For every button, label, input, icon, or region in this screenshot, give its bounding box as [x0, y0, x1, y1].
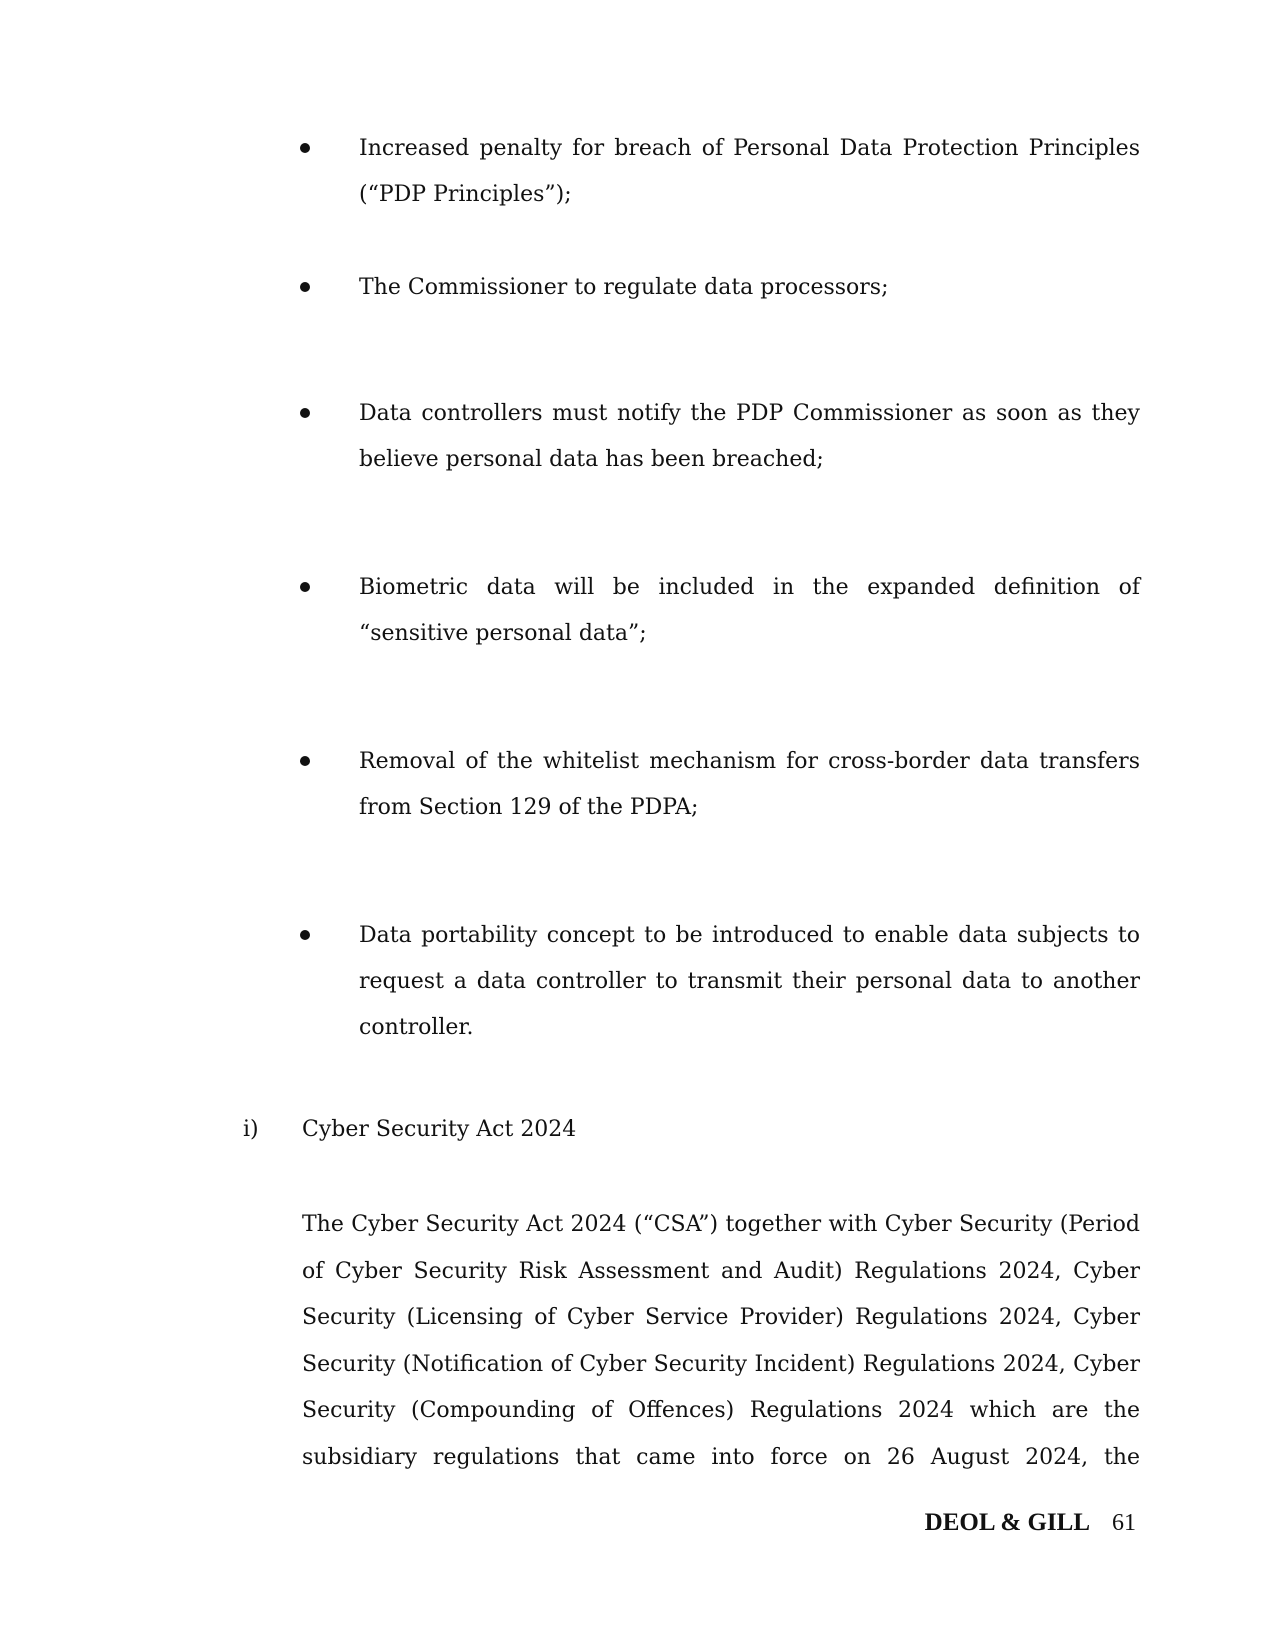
bullet-text: Increased penalty for breach of Personal Data Protection Principles (“PDP Principles”); [359, 136, 1140, 207]
bullet-icon [300, 756, 310, 766]
footer-brand: DEOL & GILL [924, 1509, 1090, 1536]
bullet-icon [300, 930, 310, 940]
page-footer [925, 1506, 1136, 1539]
bullet-icon [300, 582, 310, 592]
bullet-text: Removal of the whitelist mechanism for cross-border data transfers from Section 129 of the PDPA; [359, 749, 1140, 820]
section-marker: i) [243, 1117, 259, 1142]
bullet-text: The Commissioner to regulate data processors; [359, 275, 889, 300]
bullet-icon [300, 143, 310, 153]
body-paragraph: The Cyber Security Act 2024 (“CSA”) together with Cyber Security (Period of Cyber Security Risk Assessment and Audit) Regulations 2024, Cyber Security (Licensing of Cyber Service Provider) Regulations 2024, Cyber Security (Notification of Cyber Security Incident) Regulations 2024, Cyber Security (Compounding of Offences) Regulations 2024 which are the subsidiary regulations that came into force on 26 August 2024, the [302, 1212, 1140, 1470]
bullet-text: Data controllers must notify the PDP Commissioner as soon as they believe personal data has been breached; [359, 401, 1140, 472]
page-number: 61 [1112, 1510, 1136, 1536]
section-title: Cyber Security Act 2024 [302, 1117, 577, 1142]
bullet-text: Data portability concept to be introduced to enable data subjects to request a data controller to transmit their personal data to another controller. [359, 923, 1140, 1040]
bullet-text: Biometric data will be included in the expanded definition of “sensitive personal data”; [359, 575, 1140, 646]
bullet-icon [300, 282, 310, 292]
bullet-icon [300, 408, 310, 418]
